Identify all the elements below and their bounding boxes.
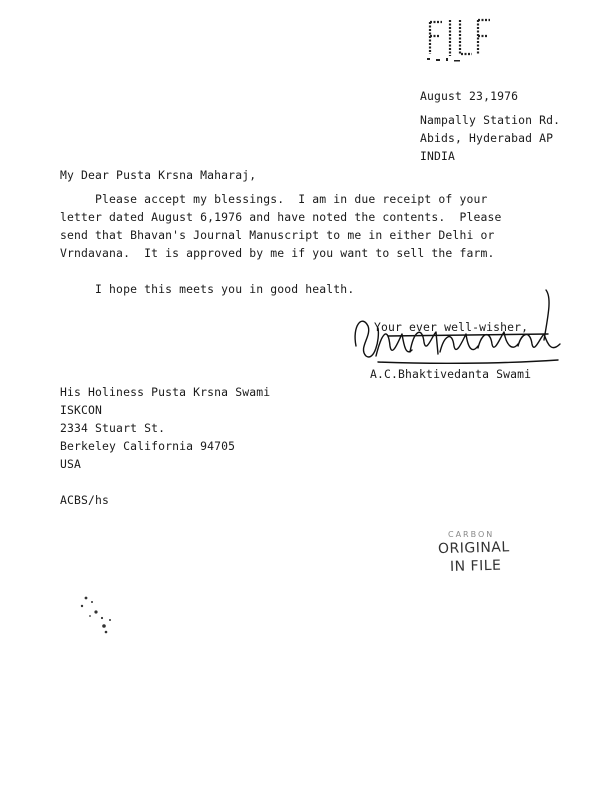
ink-smudge: [66, 590, 122, 640]
original-in-file-stamp: [438, 530, 528, 575]
valediction: Your ever well-wisher,: [374, 320, 529, 334]
recipient-org: ISKCON: [60, 403, 103, 417]
salutation: My Dear Pusta Krsna Maharaj,: [60, 168, 257, 182]
reference-initials: ACBS/hs: [60, 493, 110, 507]
address-street: Nampally Station Rd.: [420, 113, 561, 127]
handwritten-signature: [348, 286, 573, 378]
body-line: letter dated August 6,1976 and have noted the contents. Please: [60, 210, 502, 224]
address-city: Abids, Hyderabad AP: [420, 131, 554, 145]
file-stamp: [424, 14, 494, 66]
recipient-city: Berkeley California 94705: [60, 439, 236, 453]
recipient-name: His Holiness Pusta Krsna Swami: [60, 385, 271, 399]
body-line: send that Bhavan's Journal Manuscript to me in either Delhi or: [60, 228, 495, 242]
body-line: Vrndavana. It is approved by me if you want to sell the farm.: [60, 246, 495, 260]
stamp-faint-text: CARBON: [448, 530, 495, 539]
body-line: I hope this meets you in good health.: [60, 282, 355, 296]
stamp-line-original: ORIGINAL: [437, 539, 510, 558]
signer-name: A.C.Bhaktivedanta Swami: [370, 367, 532, 381]
recipient-street: 2334 Stuart St.: [60, 421, 166, 435]
letter-date: August 23,1976: [420, 89, 519, 103]
recipient-country: USA: [60, 457, 82, 471]
address-country: INDIA: [420, 149, 456, 163]
stamp-line-in-file: IN FILE: [449, 557, 502, 576]
body-line: Please accept my blessings. I am in due receipt of your: [60, 192, 488, 206]
